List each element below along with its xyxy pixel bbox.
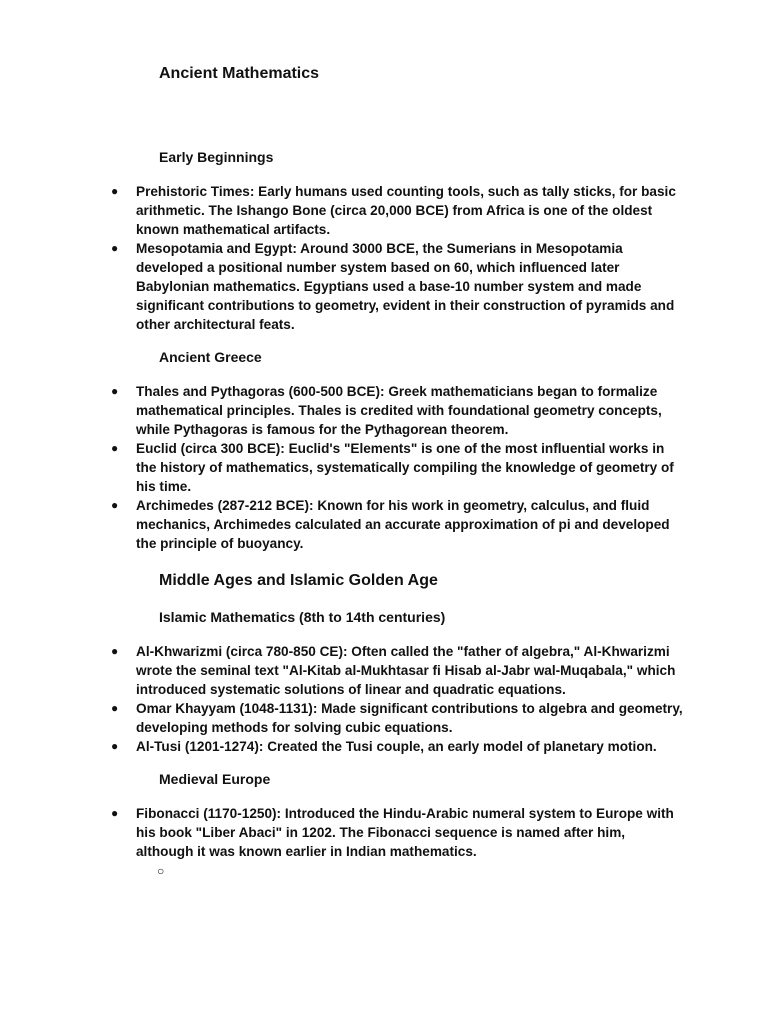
bullet-icon: ●: [111, 384, 119, 398]
early-beginnings-list: [111, 182, 686, 334]
list-item: [111, 439, 686, 496]
list-item: [111, 182, 686, 239]
list-item-text: Fibonacci (1170-1250): Introduced the Hindu-Arabic numeral system to Europe with his book "Liber Abaci" in 1202. The Fibonacci sequence is named after him, although it was known earlier in Indian mathematics.: [136, 806, 674, 859]
list-item: [111, 804, 686, 861]
section-heading-early-beginnings: Early Beginnings: [159, 149, 274, 165]
list-item: [111, 699, 686, 737]
bullet-icon: ●: [111, 739, 119, 753]
medieval-europe-list: [111, 804, 686, 861]
bullet-icon: ●: [111, 644, 119, 658]
list-item-text: Prehistoric Times: Early humans used counting tools, such as tally sticks, for basic arithmetic. The Ishango Bone (circa 20,000 BCE) from Africa is one of the oldest known mathematical artifacts.: [136, 184, 676, 237]
list-item-text: Euclid (circa 300 BCE): Euclid's "Elements" is one of the most influential works in the history of mathematics, systematically compiling the knowledge of geometry of his time.: [136, 441, 674, 494]
bullet-icon: ●: [111, 241, 119, 255]
list-item-text: Al-Tusi (1201-1274): Created the Tusi couple, an early model of planetary motion.: [136, 739, 657, 754]
bullet-icon: ●: [111, 184, 119, 198]
bullet-icon: ●: [111, 701, 119, 715]
list-item-text: Archimedes (287-212 BCE): Known for his work in geometry, calculus, and fluid mechanics, Archimedes calculated an accurate approximation of pi and developed the principle of buoyancy.: [136, 498, 670, 551]
list-item-text: Omar Khayyam (1048-1131): Made significant contributions to algebra and geometry, developing methods for solving cubic equations.: [136, 701, 683, 735]
ancient-greece-list: [111, 382, 686, 553]
bullet-icon: ●: [111, 441, 119, 455]
list-item: [111, 496, 686, 553]
list-item: [111, 642, 686, 699]
list-item: [111, 737, 686, 756]
bullet-icon: ●: [111, 806, 119, 820]
section-heading-islamic-mathematics: Islamic Mathematics (8th to 14th centuries): [159, 609, 446, 625]
section-heading-ancient-greece: Ancient Greece: [159, 349, 262, 365]
bullet-icon: ●: [111, 498, 119, 512]
section-title-middle-ages: Middle Ages and Islamic Golden Age: [159, 572, 438, 589]
list-item-text: Mesopotamia and Egypt: Around 3000 BCE, the Sumerians in Mesopotamia developed a positional number system based on 60, which influenced later Babylonian mathematics. Egyptians used a base-10 number system and made significant contributions to geometry, evident in their construction of pyramids and other architectural feats.: [136, 241, 675, 332]
list-item-text: Thales and Pythagoras (600-500 BCE): Greek mathematicians began to formalize mathematical principles. Thales is credited with foundational geometry concepts, while Pythagoras is famous for the Pythagorean theorem.: [136, 384, 662, 437]
page-title: Ancient Mathematics: [159, 65, 320, 82]
list-item-text: Al-Khwarizmi (circa 780-850 CE): Often called the "father of algebra," Al-Khwarizmi wrote the seminal text "Al-Kitab al-Mukhtasar fi Hisab al-Jabr wal-Muqabala," which introduced systematic solutions of linear and quadratic equations.: [136, 644, 676, 697]
empty-sub-bullet-icon: ○: [157, 864, 165, 878]
list-item: [111, 382, 686, 439]
list-item: [111, 239, 686, 334]
islamic-mathematics-list: [111, 642, 686, 756]
section-heading-medieval-europe: Medieval Europe: [159, 771, 271, 787]
